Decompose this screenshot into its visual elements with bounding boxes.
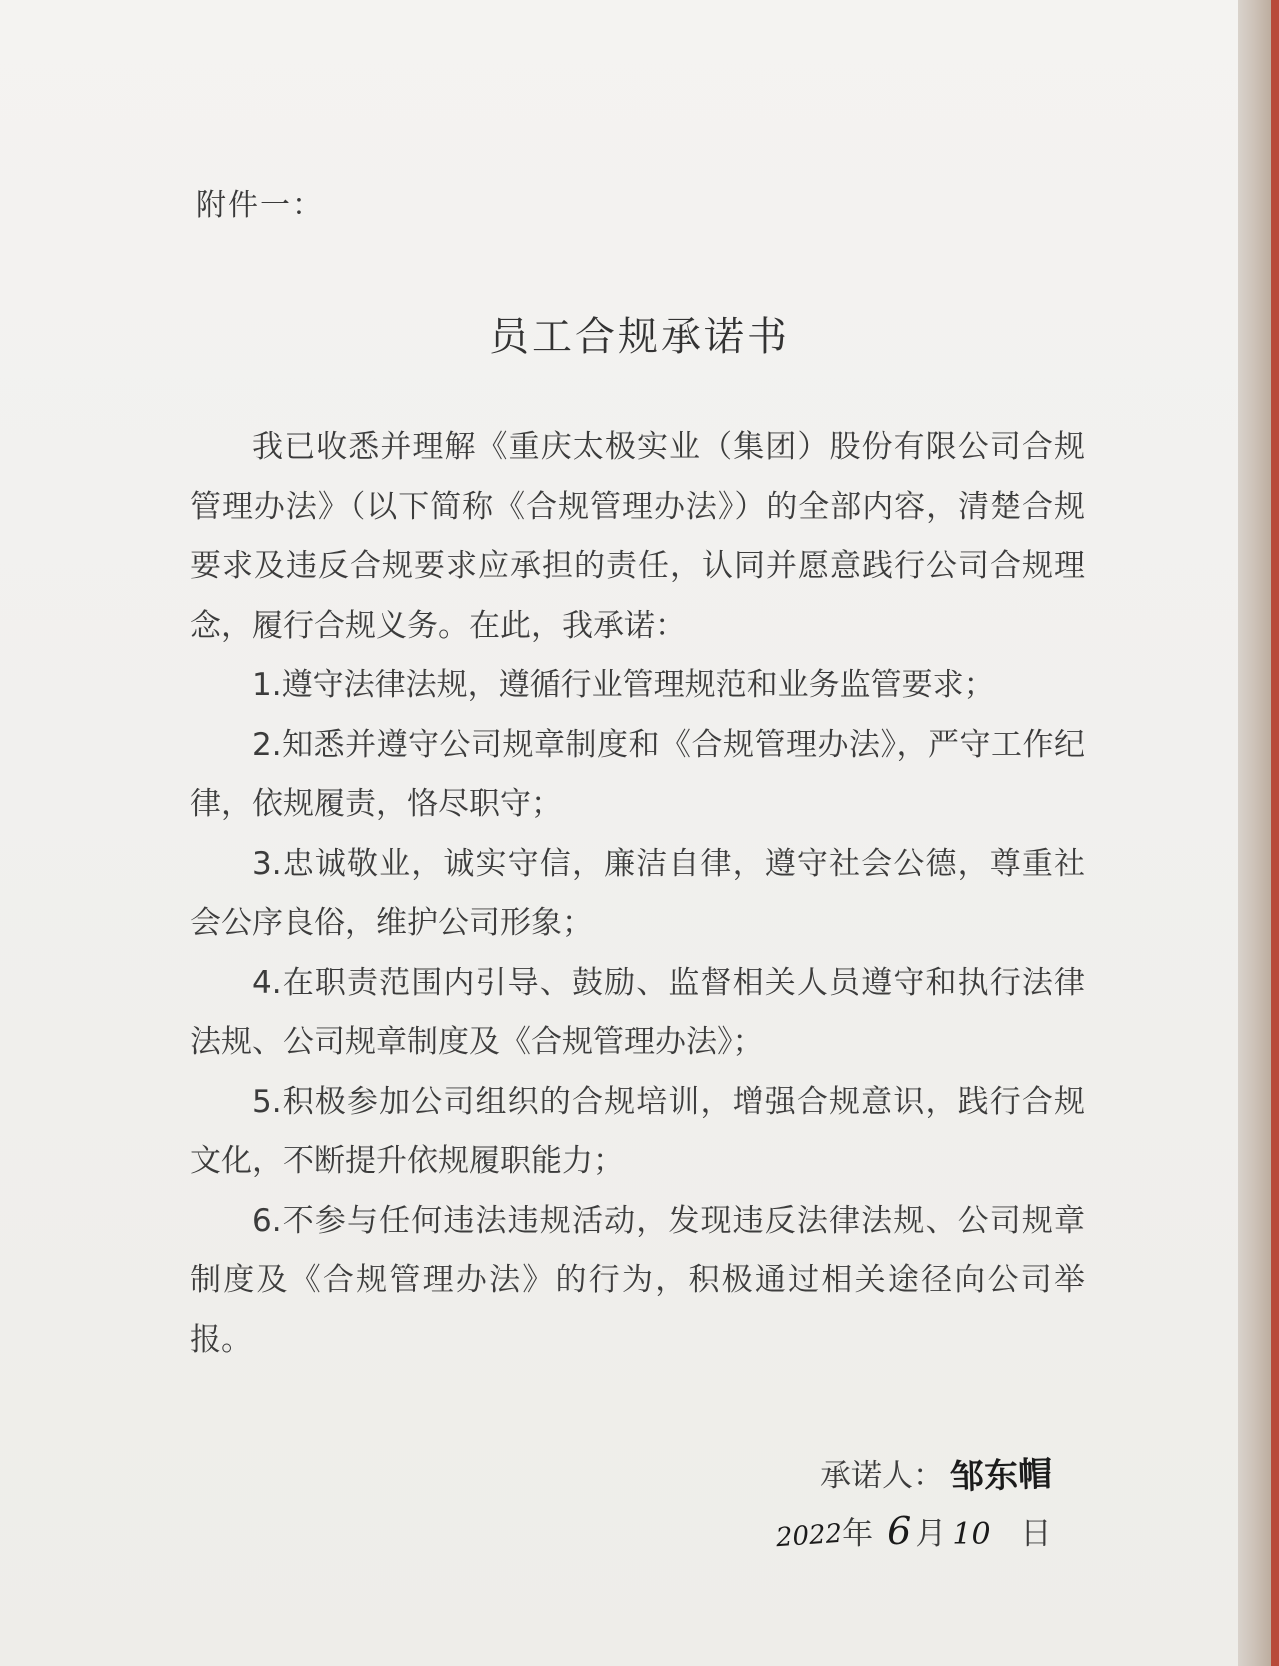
commitment-item-4: 4.在职责范围内引导、鼓励、监督相关人员遵守和执行法律法规、公司规章制度及《合规管理办法》； — [190, 964, 1085, 1060]
signatory-label: 承诺人： — [820, 1458, 944, 1494]
commitment-item-6: 6.不参与任何违法违规活动，发现违反法律法规、公司规章制度及《合规管理办法》的行为，积极通过相关途径向公司举报。 — [190, 1202, 1085, 1358]
red-strip-decoration — [1271, 0, 1279, 1666]
date-day-label: 日 — [1020, 1516, 1052, 1552]
page-edge-background — [1238, 0, 1279, 1666]
signature-block — [820, 1448, 1052, 1497]
date-month-label: 月 — [915, 1516, 947, 1552]
commitment-item-5: 5.积极参加公司组织的合规培训，增强合规意识，践行合规文化，不断提升依规履职能力； — [190, 1083, 1085, 1179]
handwritten-signature: 邹东帽 — [949, 1454, 1053, 1498]
signature-date — [776, 1508, 1052, 1553]
date-year: 2022 — [775, 1518, 844, 1554]
commitment-item-1: 1.遵守法律法规，遵循行业管理规范和业务监管要求； — [252, 667, 995, 703]
document-body — [190, 418, 1085, 1370]
attachment-label: 附件一： — [196, 188, 324, 223]
commitment-item-3: 3.忠诚敬业，诚实守信，廉洁自律，遵守社会公德，尊重社会公序良俗，维护公司形象； — [190, 845, 1085, 941]
date-day: 10 — [952, 1517, 991, 1552]
date-year-label: 年 — [842, 1516, 874, 1552]
document-title: 员工合规承诺书 — [489, 314, 790, 360]
date-month: 6 — [887, 1509, 912, 1553]
intro-paragraph: 我已收悉并理解《重庆太极实业（集团）股份有限公司合规管理办法》（以下简称《合规管理办法》）的全部内容，清楚合规要求及违反合规要求应承担的责任，认同并愿意践行公司合规理念，履行合规义务。在此，我承诺： — [190, 429, 1085, 644]
commitment-item-2: 2.知悉并遵守公司规章制度和《合规管理办法》，严守工作纪律，依规履责，恪尽职守； — [190, 726, 1085, 822]
